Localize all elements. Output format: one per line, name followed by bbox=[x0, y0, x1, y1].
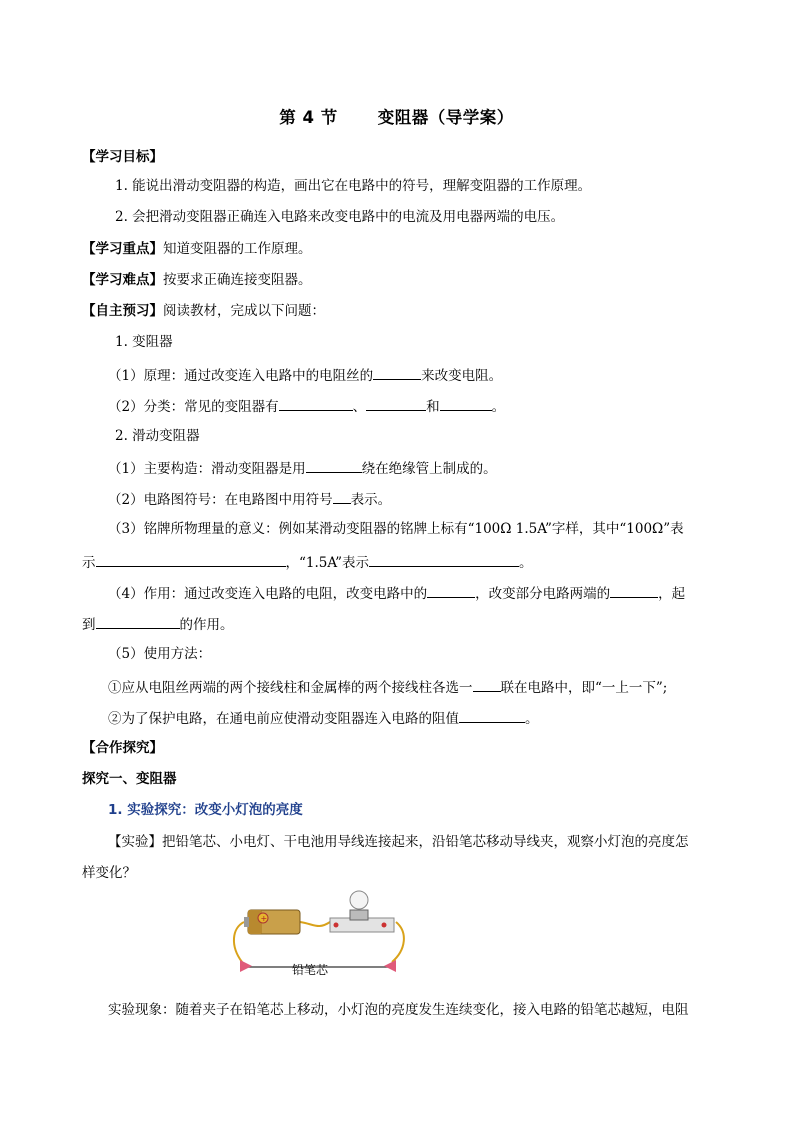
observation-text: 实验现象：随着夹子在铅笔芯上移动，小灯泡的亮度发生连续变化，接入电路的铅笔芯越短，电阻 bbox=[108, 1002, 689, 1018]
blank[interactable] bbox=[306, 457, 362, 473]
battery-icon bbox=[244, 910, 300, 934]
preview-intro bbox=[82, 301, 325, 321]
goal-item: 1. 能说出滑动变阻器的构造，画出它在电路中的符号，理解变阻器的工作原理。 bbox=[115, 178, 592, 194]
blank[interactable] bbox=[333, 488, 351, 504]
question-principle: （1）原理：通过改变连入电路中的电阻丝的 来改变电阻。 bbox=[108, 364, 502, 386]
bulb-icon bbox=[330, 891, 394, 932]
svg-text:+: + bbox=[260, 914, 268, 923]
question-function: （4）作用：通过改变连入电路的电阻，改变电路中的 ，改变部分电路两端的 ，起 bbox=[108, 582, 685, 604]
usage-item-1: ①应从电阻丝两端的两个接线柱和金属棒的两个接线柱各选一 联在电路中，即“一上一下”; bbox=[108, 676, 667, 698]
experiment-text: 【实验】把铅笔芯、小电灯、干电池用导线连接起来，沿铅笔芯移动导线夹，观察小灯泡的亮度怎 bbox=[108, 834, 689, 850]
usage-item-2: ②为了保护电路，在通电前应使滑动变阻器连入电路的阻值 。 bbox=[108, 707, 539, 729]
key-text: 知道变阻器的工作原理。 bbox=[163, 241, 312, 257]
experiment-text-cont: 样变化？ bbox=[82, 865, 136, 881]
difficulty-heading: 【学习难点】 bbox=[82, 272, 163, 288]
page-title bbox=[0, 104, 793, 128]
section-number: 第 4 节 bbox=[279, 108, 338, 127]
question-usage: （5）使用方法： bbox=[108, 646, 212, 662]
question-nameplate-cont: 示 ，“1.5A”表示 。 bbox=[82, 551, 533, 573]
difficulty-point bbox=[82, 270, 312, 290]
figure-label: 铅笔芯 bbox=[292, 963, 329, 977]
circuit-figure bbox=[226, 888, 406, 980]
experiment-title: 1. 实验探究：改变小灯泡的亮度 bbox=[108, 802, 303, 818]
preview-heading: 【自主预习】 bbox=[82, 303, 163, 319]
blank[interactable] bbox=[96, 613, 180, 629]
coop-heading: 【合作探究】 bbox=[82, 740, 163, 756]
explore-heading: 探究一、变阻器 bbox=[82, 771, 177, 787]
question-nameplate: （3）铭牌所物理量的意义：例如某滑动变阻器的铭牌上标有“100Ω 1.5A”字样，其中“100Ω”表 bbox=[108, 521, 684, 537]
blank[interactable] bbox=[440, 395, 492, 411]
section-name: 变阻器（导学案） bbox=[377, 108, 514, 127]
blank[interactable] bbox=[369, 551, 519, 567]
blank[interactable] bbox=[96, 551, 286, 567]
subsection-2: 2. 滑动变阻器 bbox=[115, 428, 200, 444]
blank[interactable] bbox=[610, 582, 658, 598]
question-types: （2）分类：常见的变阻器有 、 和 。 bbox=[108, 395, 505, 417]
difficulty-text: 按要求正确连接变阻器。 bbox=[163, 272, 312, 288]
question-structure: （1）主要构造：滑动变阻器是用 绕在绝缘管上制成的。 bbox=[108, 457, 497, 479]
blank[interactable] bbox=[473, 676, 501, 692]
blank[interactable] bbox=[427, 582, 475, 598]
key-point bbox=[82, 239, 312, 259]
goals-heading: 【学习目标】 bbox=[82, 149, 163, 165]
blank[interactable] bbox=[459, 707, 525, 723]
subsection-1: 1. 变阻器 bbox=[115, 334, 173, 350]
blank[interactable] bbox=[366, 395, 426, 411]
blank[interactable] bbox=[279, 395, 353, 411]
blank[interactable] bbox=[373, 364, 421, 380]
goal-item: 2. 会把滑动变阻器正确连入电路来改变电路中的电流及用电器两端的电压。 bbox=[115, 209, 565, 225]
preview-text: 阅读教材，完成以下问题： bbox=[163, 303, 325, 319]
question-function-cont: 到 的作用。 bbox=[82, 613, 234, 635]
key-heading: 【学习重点】 bbox=[82, 241, 163, 257]
question-symbol: （2）电路图符号：在电路图中用符号 表示。 bbox=[108, 488, 391, 510]
